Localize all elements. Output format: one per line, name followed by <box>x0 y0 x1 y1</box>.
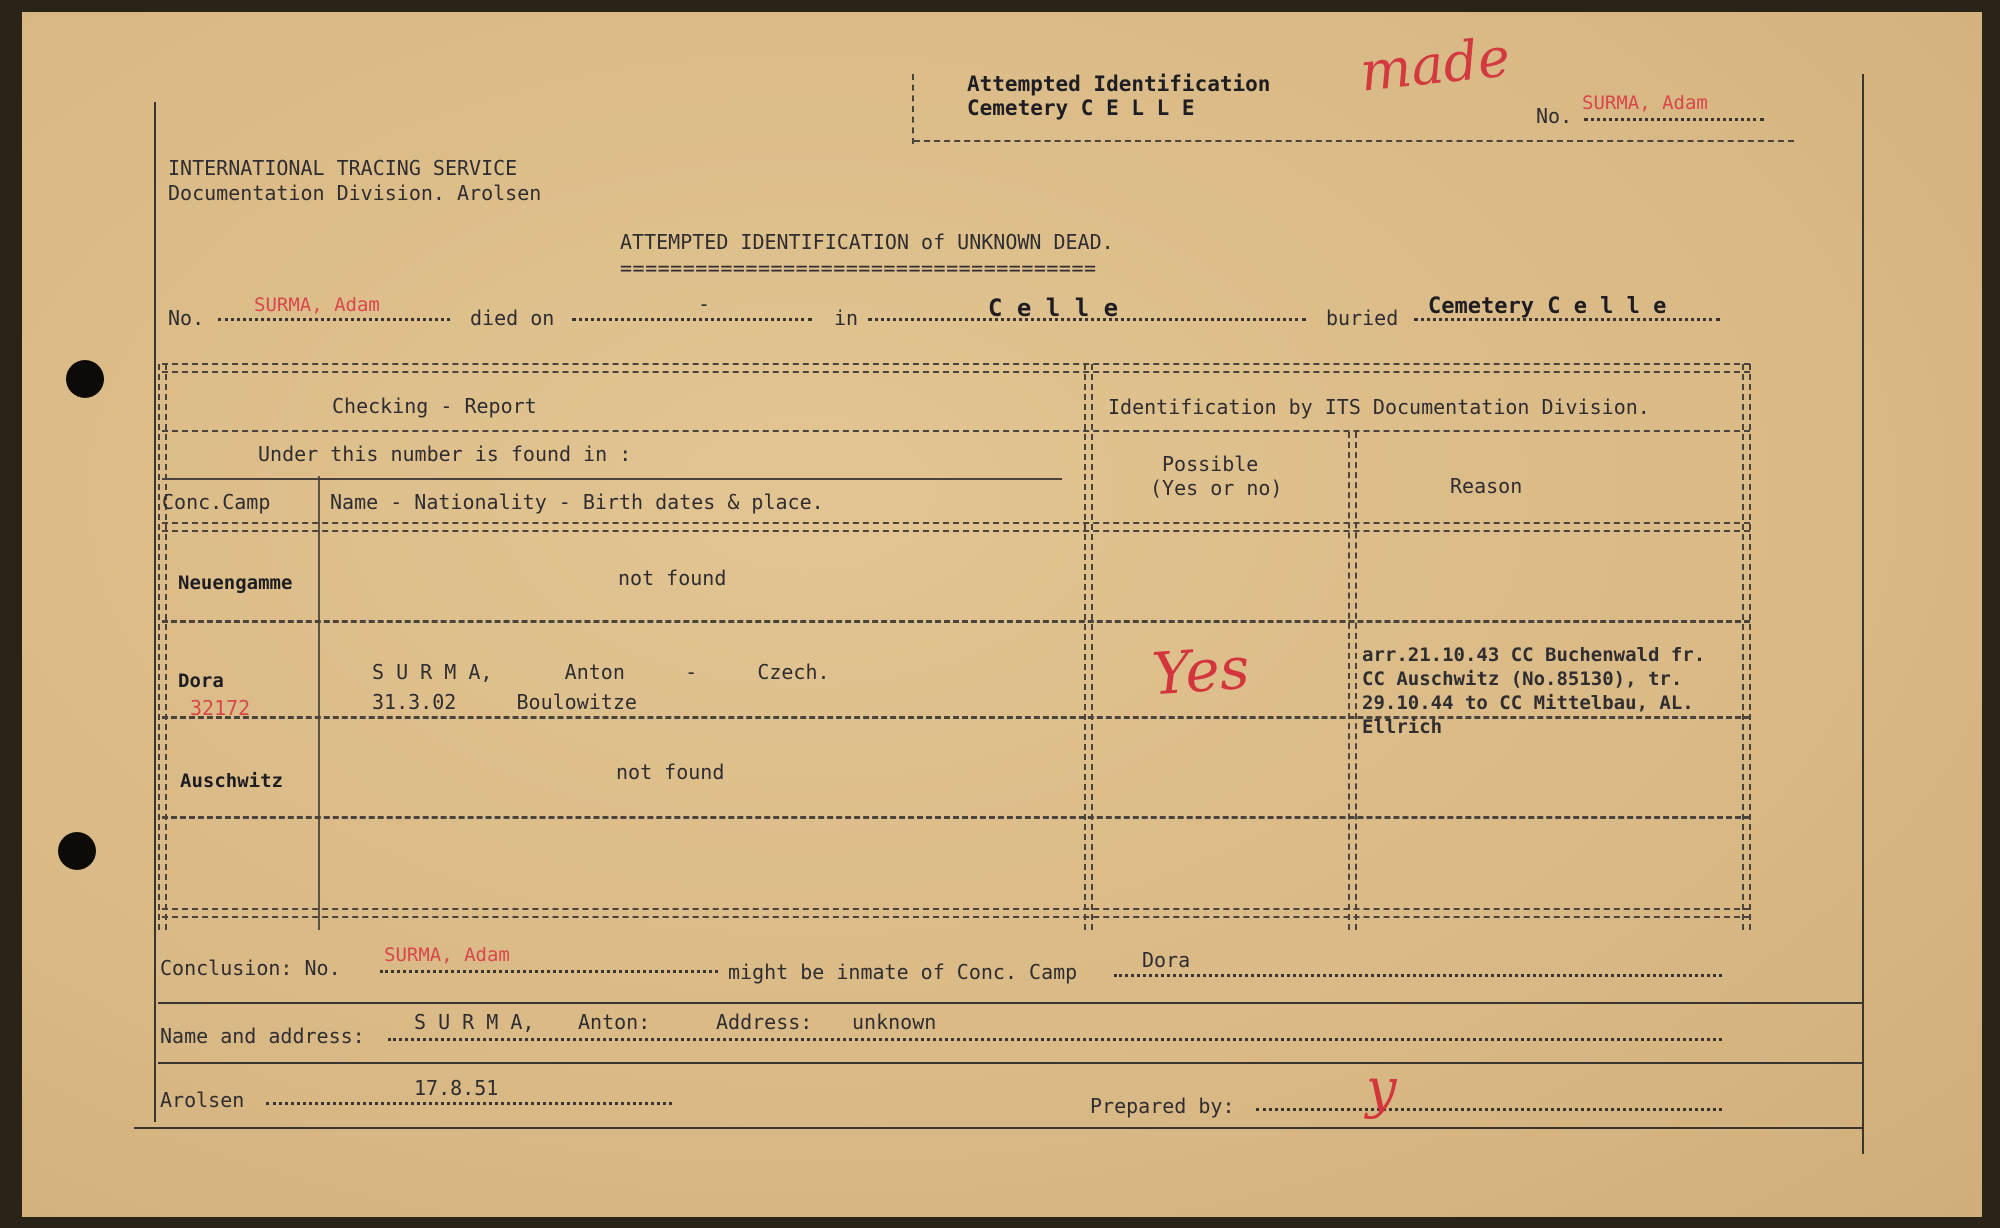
row3-name: not found <box>616 760 725 784</box>
table-colheader-bottom <box>162 522 1750 532</box>
row2-reason-4: Ellrich <box>1362 716 1443 738</box>
col-header-name: Name - Nationality - Birth dates & place. <box>330 490 824 514</box>
name-address-first: Anton: <box>578 1010 651 1034</box>
table-header-bottom <box>162 430 1750 432</box>
table-sub-header: Under this number is found in : <box>258 442 632 466</box>
table-mid-divider <box>1084 364 1093 930</box>
row2-possible-yes: Yes <box>1149 633 1252 709</box>
footer-place-label: Arolsen <box>160 1088 245 1112</box>
col-header-possible-2: (Yes or no) <box>1150 476 1283 500</box>
footer-date-dots <box>266 1102 672 1105</box>
handwritten-made: made <box>1357 25 1513 104</box>
table-left-border <box>158 364 167 930</box>
row2-name-line2: 31.3.02 Boulowitze <box>372 690 637 714</box>
stamp-box-bottom <box>914 140 1794 142</box>
record-in-value: C e l l e <box>988 294 1119 322</box>
table-reason-divider <box>1348 432 1357 930</box>
conclusion-no-value: SURMA, Adam <box>384 944 510 966</box>
footer-prepared-initial: y <box>1366 1057 1397 1120</box>
row2-reason-2: CC Auschwitz (No.85130), tr. <box>1362 668 1683 690</box>
frame-bottom-line <box>134 1127 1864 1129</box>
table-right-header: Identification by ITS Documentation Division. <box>1108 395 1650 419</box>
row2-camp-number: 32172 <box>190 696 251 720</box>
conclusion-camp-dots <box>1114 974 1722 977</box>
record-no-label: No. <box>168 306 205 330</box>
org-line-1: INTERNATIONAL TRACING SERVICE <box>168 156 518 180</box>
table-left-header: Checking - Report <box>332 394 537 418</box>
stamp-line-1: Attempted Identification <box>967 72 1271 96</box>
name-address-rule <box>158 1062 1864 1064</box>
table-bottom-border <box>162 908 1750 918</box>
table-camp-divider <box>318 476 320 930</box>
table-row1-bottom <box>162 620 1750 623</box>
stamp-box-left <box>912 74 914 144</box>
record-died-value: - <box>698 292 711 316</box>
conclusion-mid-text: might be inmate of Conc. Camp <box>728 960 1078 984</box>
record-no-value: SURMA, Adam <box>254 294 380 316</box>
page-title: ATTEMPTED IDENTIFICATION of UNKNOWN DEAD. <box>620 230 1114 254</box>
top-no-dots <box>1584 118 1764 121</box>
top-no-value: SURMA, Adam <box>1582 92 1708 114</box>
conclusion-label: Conclusion: No. <box>160 956 341 980</box>
org-line-2: Documentation Division. Arolsen <box>168 181 542 205</box>
record-buried-label: buried <box>1326 306 1399 330</box>
index-card <box>22 12 1982 1217</box>
table-row3-bottom <box>162 816 1750 819</box>
frame-right-line <box>1862 74 1864 1154</box>
row1-camp: Neuengamme <box>178 572 293 594</box>
frame-left-line <box>154 102 156 1122</box>
punch-hole-top <box>66 360 104 398</box>
conclusion-no-dots <box>380 970 718 973</box>
row2-reason-3: 29.10.44 to CC Mittelbau, AL. <box>1362 692 1694 714</box>
punch-hole-bottom <box>58 832 96 870</box>
row2-camp: Dora <box>178 670 224 692</box>
row2-reason-1: arr.21.10.43 CC Buchenwald fr. <box>1362 644 1706 666</box>
stamp-line-2: Cemetery C E L L E <box>967 96 1195 120</box>
title-underline: ====================================== <box>620 256 1097 280</box>
record-in-label: in <box>834 306 859 330</box>
footer-prepared-dots <box>1256 1108 1722 1111</box>
row2-name-line1: S U R M A, Anton - Czech. <box>372 660 830 684</box>
conclusion-rule <box>158 1002 1864 1004</box>
record-buried-value: Cemetery C e l l e <box>1428 294 1667 319</box>
record-died-dots <box>572 318 812 321</box>
table-top-border <box>162 363 1750 373</box>
conclusion-camp-value: Dora <box>1142 948 1191 972</box>
footer-prepared-label: Prepared by: <box>1090 1094 1235 1118</box>
col-header-possible-1: Possible <box>1162 452 1259 476</box>
name-address-label: Name and address: <box>160 1024 365 1048</box>
table-subheader-bottom <box>162 478 1062 480</box>
table-right-border <box>1742 364 1751 930</box>
name-address-address-label: Address: <box>716 1010 813 1034</box>
record-died-label: died on <box>470 306 555 330</box>
col-header-reason: Reason <box>1450 474 1523 498</box>
record-no-dots <box>218 318 450 321</box>
col-header-camp: Conc.Camp <box>162 490 271 514</box>
table-row2-bottom <box>162 716 1750 719</box>
row3-camp: Auschwitz <box>180 770 283 792</box>
name-address-address-value: unknown <box>852 1010 937 1034</box>
name-address-dots <box>388 1038 1722 1041</box>
footer-date-value: 17.8.51 <box>414 1076 499 1100</box>
top-no-label: No. <box>1536 104 1573 128</box>
name-address-name: S U R M A, <box>414 1010 535 1034</box>
row1-name: not found <box>618 566 727 590</box>
